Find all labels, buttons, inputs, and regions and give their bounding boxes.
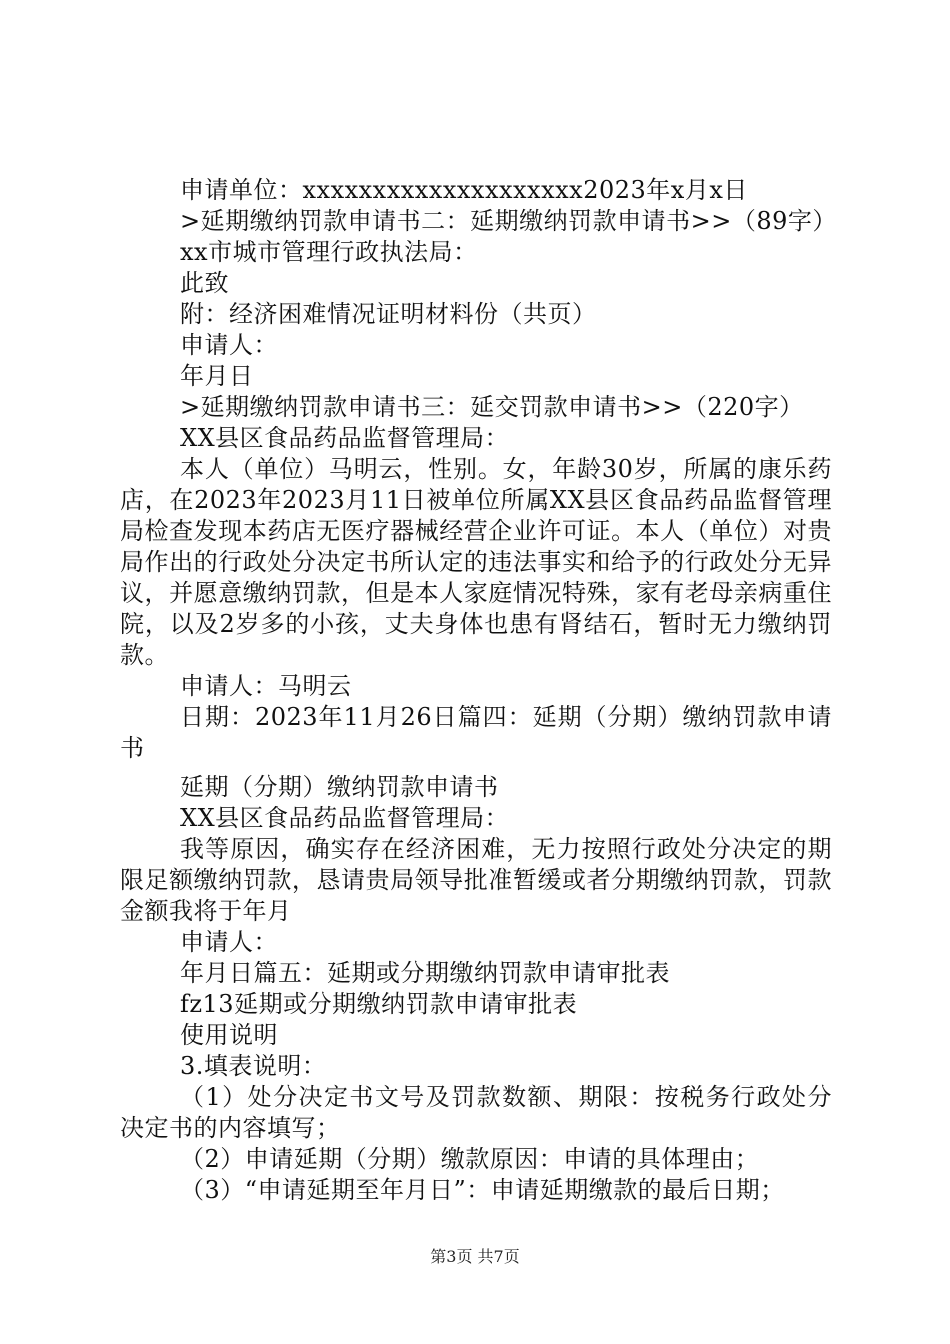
- addressee-four: XX县区食品药品监督管理局：: [180, 804, 510, 832]
- title-four: 延期（分期）缴纳罚款申请书: [180, 773, 499, 801]
- section-heading-five: 年月日篇五：延期或分期缴纳罚款申请审批表: [180, 959, 670, 987]
- date-section-four: 日期：2023年11月26日篇四：延期（分期）缴纳罚款申请书: [120, 703, 832, 762]
- addressee-three: XX县区食品药品监督管理局：: [180, 424, 510, 452]
- addressee-line: xx市城市管理行政执法局：: [180, 238, 478, 266]
- form-title: fz13延期或分期缴纳罚款申请审批表: [180, 990, 578, 1018]
- applicant-four: 申请人：: [180, 928, 278, 956]
- section-heading-two: >延期缴纳罚款申请书二：延期缴纳罚款申请书>>（89字）: [180, 207, 837, 235]
- attachment-line: 附：经济困难情况证明材料份（共页）: [180, 300, 597, 328]
- usage-heading: 使用说明: [180, 1021, 278, 1049]
- fill-item-2: （2）申请延期（分期）缴款原因：申请的具体理由；: [180, 1145, 760, 1173]
- applicant-ma: 申请人：马明云: [180, 672, 352, 700]
- section-heading-three: >延期缴纳罚款申请书三：延交罚款申请书>>（220字）: [180, 393, 804, 421]
- document-body: [120, 175, 837, 1206]
- fill-heading: 3.填表说明：: [180, 1052, 327, 1080]
- date-line: 年月日: [180, 362, 254, 390]
- paragraph-ma: 本人（单位）马明云，性别。女，年龄30岁，所属的康乐药店，在2023年2023月11日被单位所属XX县区食品药品监督管理局检查发现本药店无医疗器械经营企业许可证。本人（单位）对贵局作出的行政处分决定书所认定的违法事实和给予的行政处分无异议，并愿意缴纳罚款，但是本人家庭情况特殊，家有老母亲病重住院，以及2岁多的小孩，丈夫身体也患有肾结石，暂时无力缴纳罚款。: [120, 455, 832, 669]
- applicant-line: 申请人：: [180, 331, 278, 359]
- page-footer: 第3页 共7页: [430, 1247, 520, 1266]
- closing-line: 此致: [180, 269, 229, 297]
- fill-item-1: （1）处分决定书文号及罚款数额、期限：按税务行政处分决定书的内容填写；: [120, 1083, 832, 1142]
- applicant-unit-line: 申请单位：xxxxxxxxxxxxxxxxxxxx2023年x月x日: [180, 176, 748, 204]
- paragraph-four: 我等原因，确实存在经济困难，无力按照行政处分决定的期限足额缴纳罚款，恳请贵局领导批准暂缓或者分期缴纳罚款，罚款金额我将于年月: [120, 835, 832, 925]
- fill-item-3: （3）“申请延期至年月日”：申请延期缴款的最后日期；: [180, 1176, 785, 1204]
